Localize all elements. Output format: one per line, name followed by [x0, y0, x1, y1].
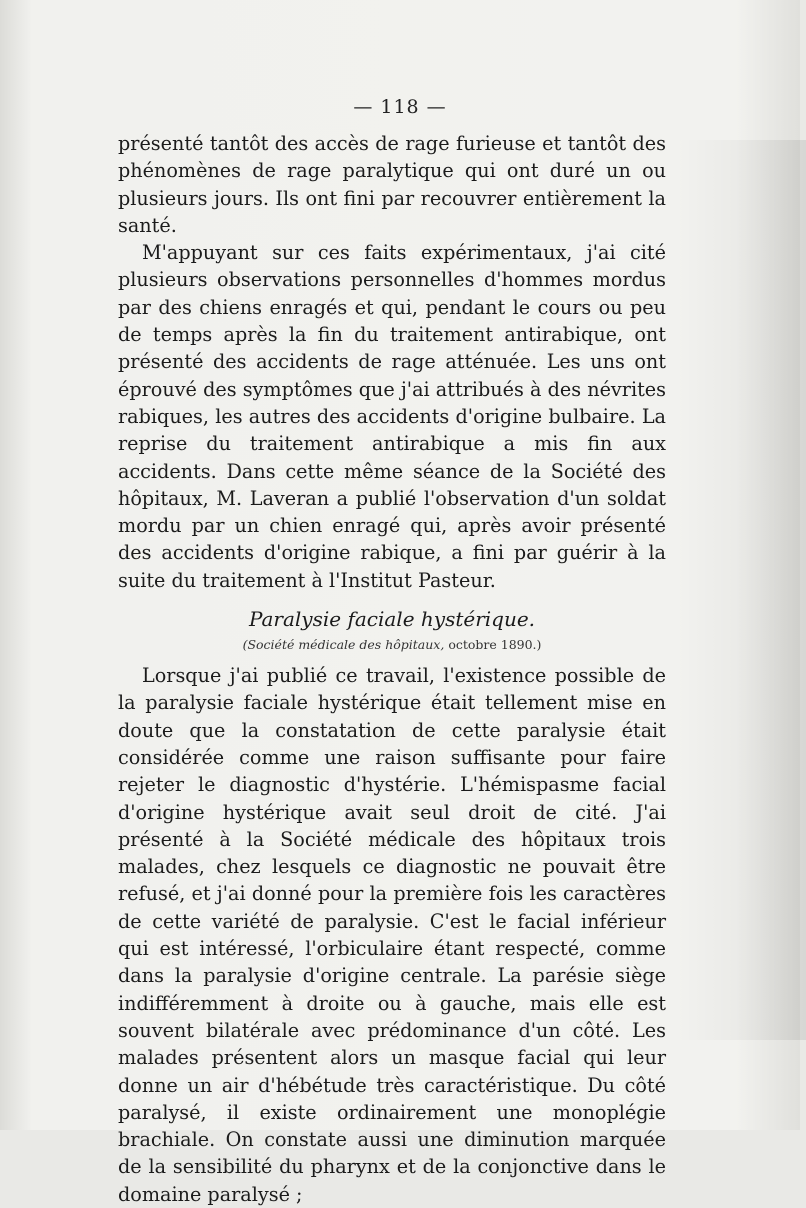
page-number: — 118 — [353, 96, 447, 118]
paragraph-paralysie: Lorsque j'ai publié ce travail, l'existence possible de la paralysie faciale hystérique était tellement mise en doute que la constatation de cette paralysie était considérée comme une raison suffisante pour faire rejeter le diagnostic d'hystérie. L'hémispasme facial d'origine hystérique avait seul droit de cité. J'ai présenté à la Société médicale des hôpitaux trois malades, chez lesquels ce diagnostic ne pouvait être refusé, et j'ai donné pour la première fois les caractères de cette variété de paralysie. C'est le facial inférieur qui est intéressé, l'orbiculaire étant respecté, comme dans la paralysie d'origine centrale. La parésie siège indifféremment à droite ou à gauche, mais elle est souvent bilatérale avec prédominance d'un côté. Les malades présentent alors un masque facial qui leur donne un air d'hébétude très caractéristique. Du côté paralysé, il existe ordinairement une monoplégie brachiale. On constate aussi une diminution marquée de la sensibilité du pharynx et de la conjonctive dans le domaine paralysé ; [118, 664, 666, 1206]
section-title: Paralysie faciale hystérique. [248, 607, 536, 632]
page-edge-shadow [676, 140, 806, 1040]
paragraph-rage: M'appuyant sur ces faits expérimentaux, j'ai cité plusieurs observations personnelles d'hommes mordus par des chiens enragés et qui, pendant le cours ou peu de temps après la fin du traitement antirabique, ont présenté des accidents de rage atténuée. Les uns ont éprouvé des symptômes que j'ai attribués à des névrites rabiques, les autres des accidents d'origine bulbaire. La reprise du traitement antirabique a mis fin aux accidents. Dans cette même séance de la Société des hôpitaux, M. Laveran a publié l'observation d'un soldat mordu par un chien enragé qui, après avoir présenté des accidents d'origine rabique, a fini par guérir à la suite du traitement à l'Institut Pasteur. [118, 241, 666, 592]
source-date: octobre 1890.) [448, 637, 542, 653]
body-text [118, 130, 666, 1208]
source-journal: (Société médicale des hôpitaux, [242, 637, 445, 653]
section-source [118, 636, 666, 654]
paragraph-continued: présenté tantôt des accès de rage furieuse et tantôt des phénomènes de rage paralytique qui ont duré un ou plusieurs jours. Ils ont fini par recouvrer entièrement la santé. [118, 132, 666, 237]
